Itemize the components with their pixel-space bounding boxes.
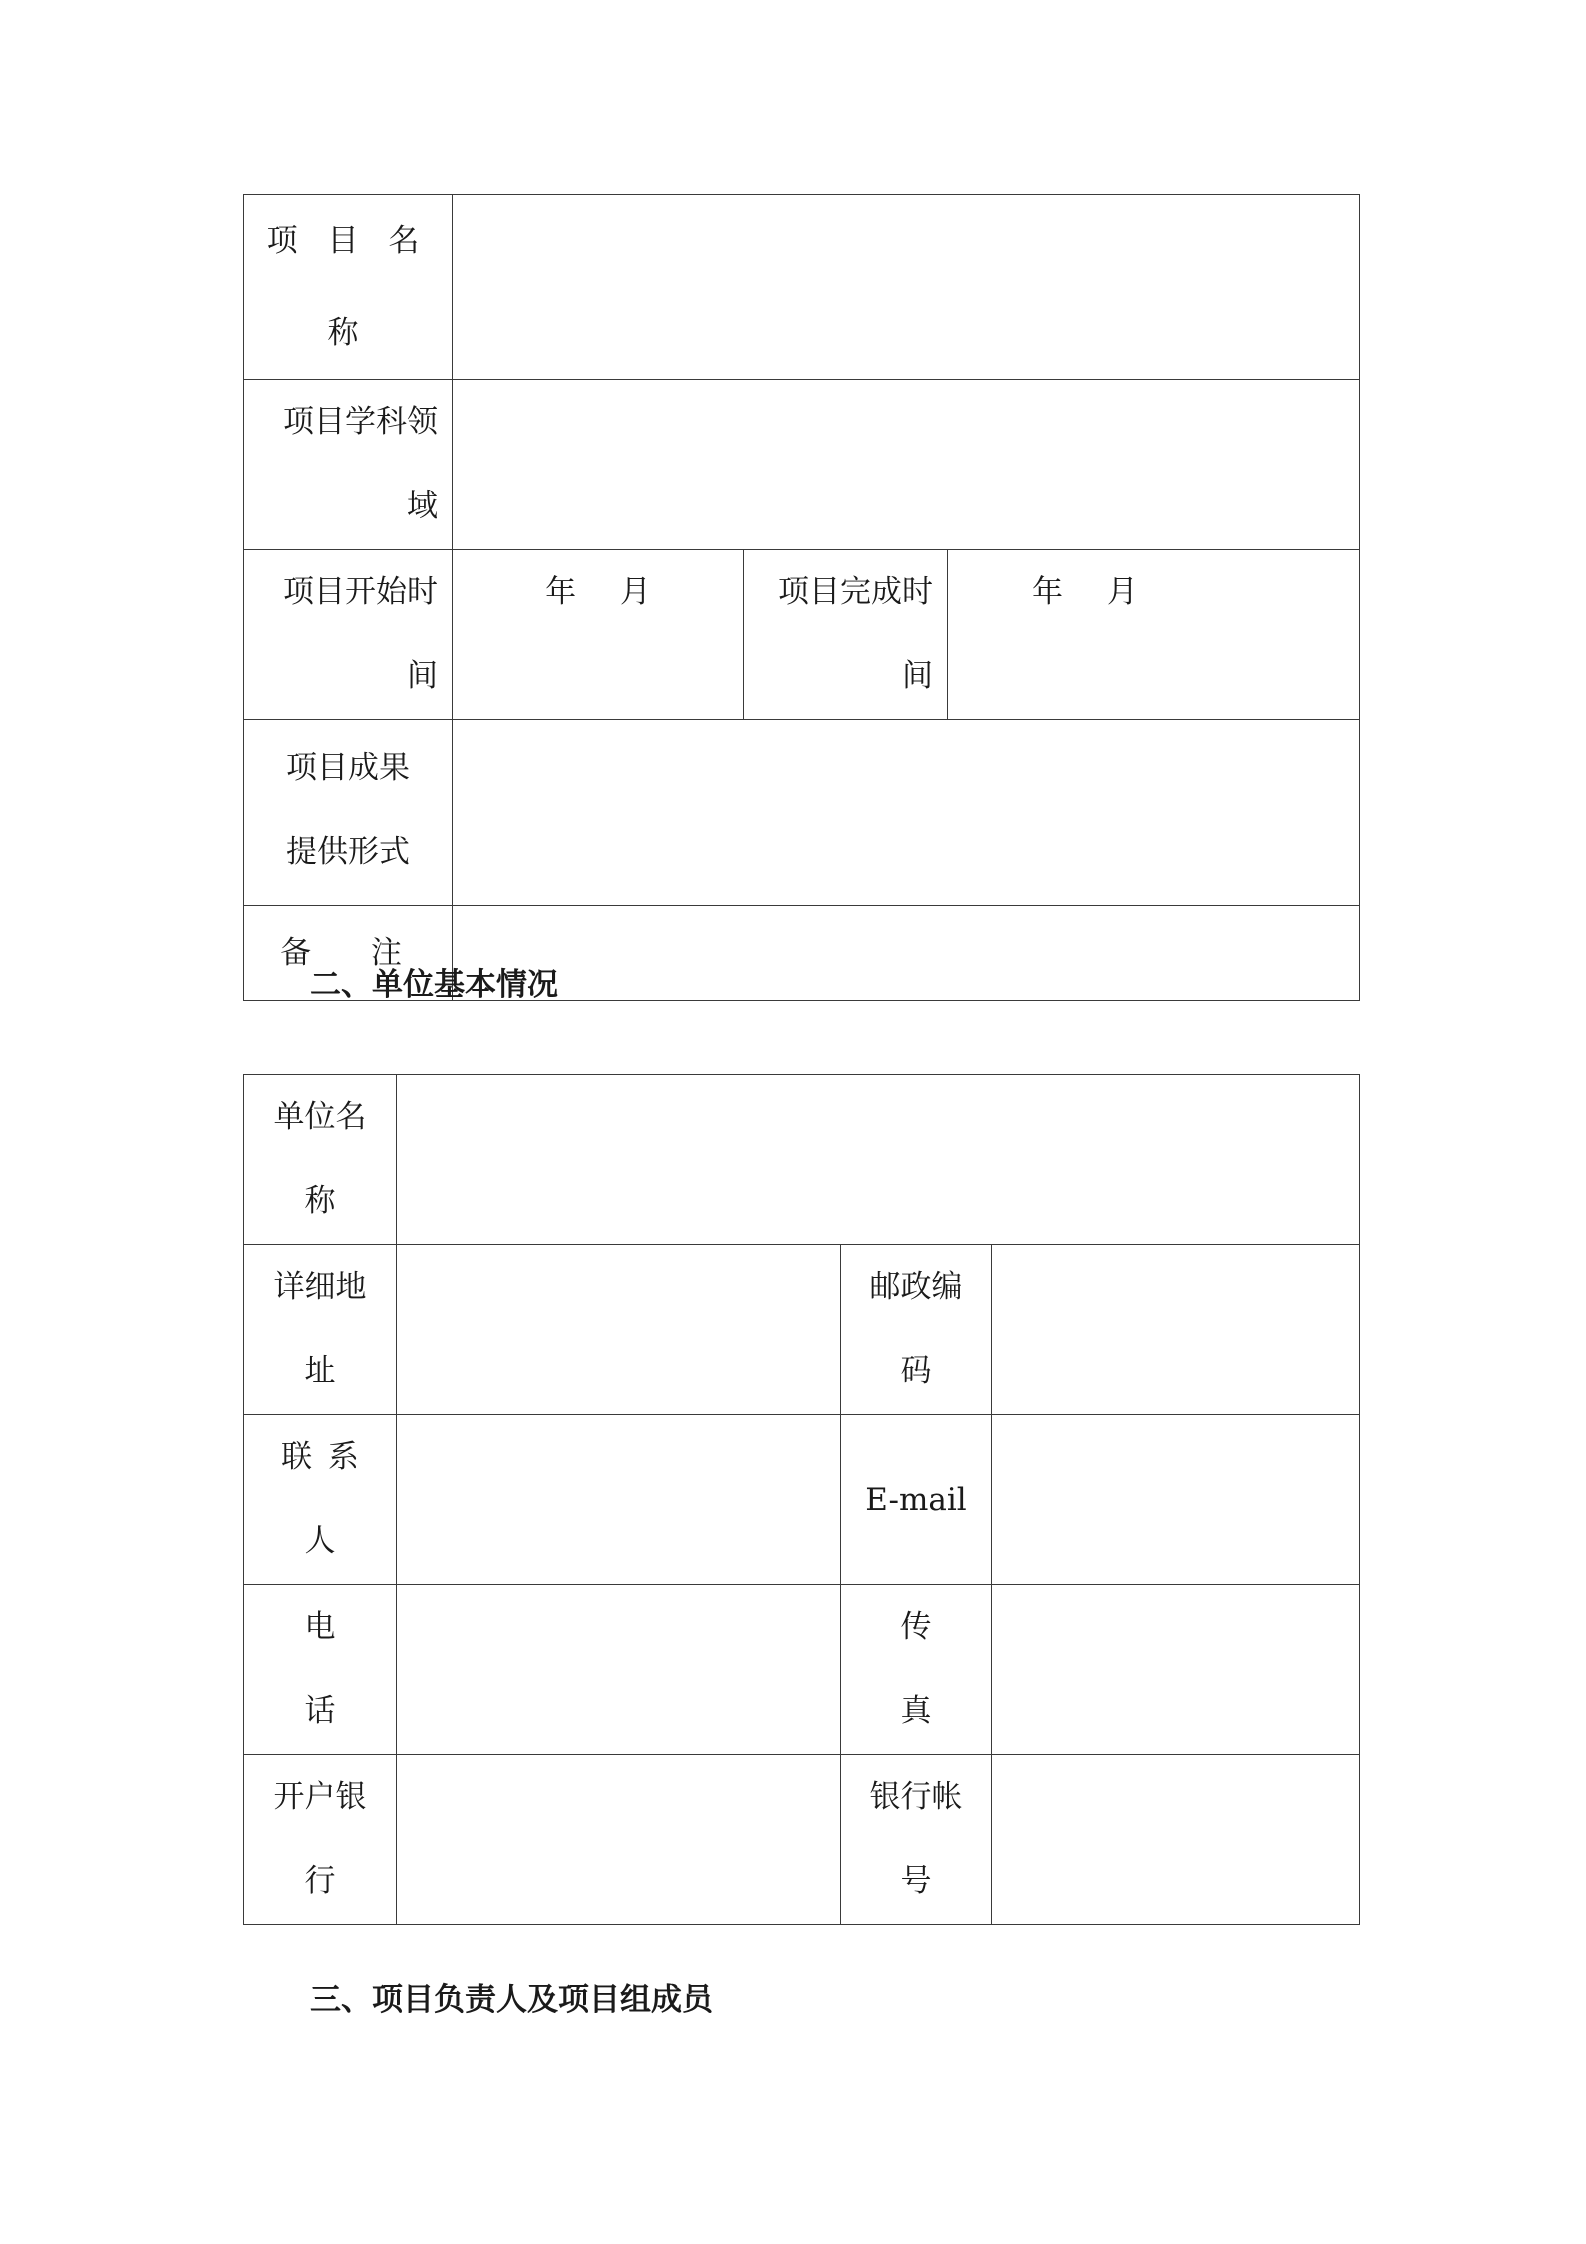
project-field-label: 项目学科领域 [244, 380, 453, 550]
section-heading-project-team: 三、项目负责人及项目组成员 [310, 1982, 713, 2018]
postcode-input[interactable] [992, 1245, 1360, 1415]
section-heading-unit-info: 二、单位基本情况 [310, 967, 558, 1003]
project-end-value[interactable]: 年 月 [948, 550, 1360, 720]
remarks-input[interactable] [453, 906, 1360, 1001]
contact-label: 联 系 人 [244, 1415, 397, 1585]
email-label: E-mail [841, 1415, 992, 1585]
email-input[interactable] [992, 1415, 1360, 1585]
phone-label: 电 话 [244, 1585, 397, 1755]
account-input[interactable] [992, 1755, 1360, 1925]
bank-input[interactable] [397, 1755, 841, 1925]
address-label: 详细地址 [244, 1245, 397, 1415]
project-end-label: 项目完成时间 [744, 550, 948, 720]
contact-input[interactable] [397, 1415, 841, 1585]
account-label: 银行帐号 [841, 1755, 992, 1925]
project-start-label: 项目开始时间 [244, 550, 453, 720]
address-input[interactable] [397, 1245, 841, 1415]
unit-name-input[interactable] [397, 1075, 1360, 1245]
project-name-label: 项 目 名 称 [244, 195, 453, 380]
project-start-value[interactable]: 年 月 [453, 550, 744, 720]
fax-input[interactable] [992, 1585, 1360, 1755]
project-info-table [243, 194, 1360, 1001]
project-name-input[interactable] [453, 195, 1360, 380]
unit-name-label: 单位名称 [244, 1075, 397, 1245]
project-field-input[interactable] [453, 380, 1360, 550]
bank-label: 开户银行 [244, 1755, 397, 1925]
phone-input[interactable] [397, 1585, 841, 1755]
project-output-input[interactable] [453, 720, 1360, 906]
unit-info-table [243, 1074, 1360, 1925]
fax-label: 传 真 [841, 1585, 992, 1755]
postcode-label: 邮政编码 [841, 1245, 992, 1415]
remarks-label: 备 注 [244, 906, 453, 1001]
project-output-label: 项目成果提供形式 [244, 720, 453, 906]
